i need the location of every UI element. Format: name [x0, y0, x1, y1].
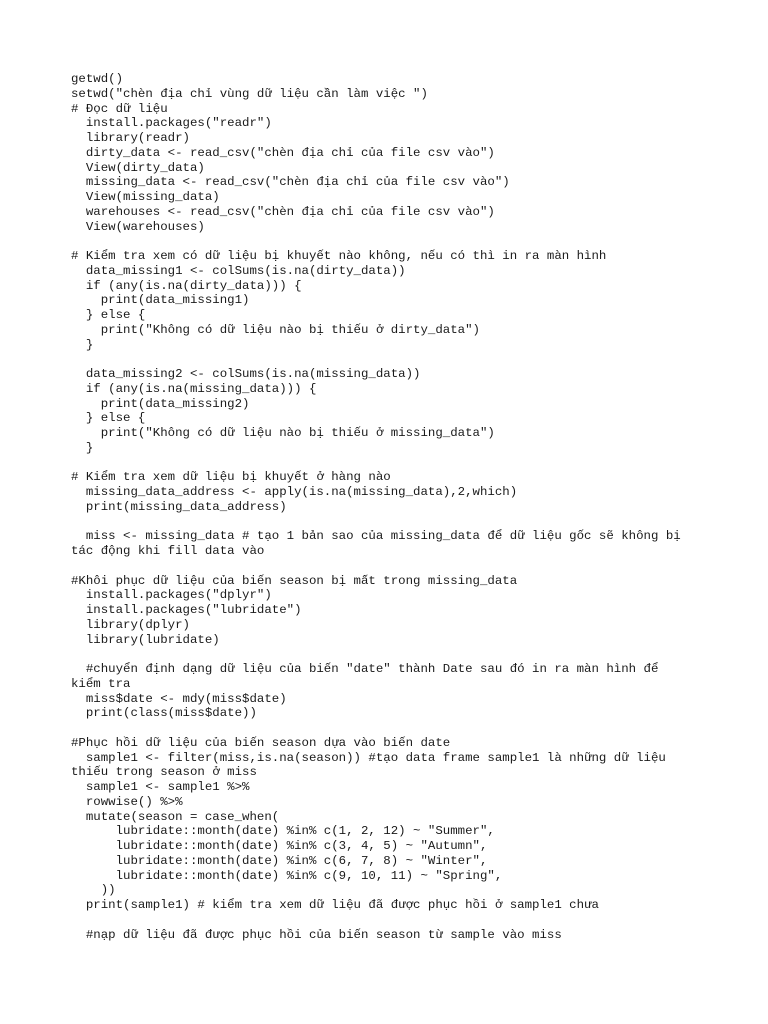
r-code-block [71, 72, 701, 942]
blank-line [71, 352, 701, 367]
code-line: library(lubridate) [71, 632, 220, 647]
code-line: } else { [71, 308, 146, 322]
comment-line: #Khôi phục dữ liệu của biến season bị mất trong missing_data [71, 573, 518, 588]
code-line: print(data_missing2) [71, 396, 250, 411]
code-line: missing_data <- read_csv("chèn địa chỉ của file csv vào") [71, 175, 510, 190]
code-line: miss <- missing_data # tạo 1 bản sao của missing_data để dữ liệu gốc sẽ không bị [71, 529, 681, 544]
code-line: print(class(miss$date)) [71, 706, 257, 721]
comment-line: #nạp dữ liệu đã được phục hồi của biến season từ sample vào miss [71, 927, 562, 942]
code-line: kiểm tra [71, 676, 131, 691]
code-line: thiếu trong season ở miss [71, 765, 257, 780]
code-line: sample1 <- filter(miss,is.na(season)) #tạo data frame sample1 là những dữ liệu [71, 750, 666, 765]
blank-line [71, 515, 701, 530]
code-line: install.packages("dplyr") [71, 588, 272, 603]
code-line: lubridate::month(date) %in% c(3, 4, 5) ~ "Autumn", [71, 839, 488, 853]
code-line: print(missing_data_address) [71, 499, 287, 514]
code-line: print("Không có dữ liệu nào bị thiếu ở missing_data") [71, 426, 495, 440]
blank-line [71, 456, 701, 471]
code-line: if (any(is.na(missing_data))) { [71, 381, 317, 396]
blank-line [71, 913, 701, 928]
code-line: } [71, 440, 94, 455]
comment-line: #chuyển định dạng dữ liệu của biến "date" thành Date sau đó in ra màn hình để [71, 662, 659, 676]
code-line: install.packages("lubridate") [71, 603, 302, 617]
code-line: View(missing_data) [71, 190, 220, 204]
comment-line: # Kiểm tra xem dữ liệu bị khuyết ở hàng nào [71, 470, 391, 485]
blank-line [71, 559, 701, 574]
blank-line [71, 721, 701, 736]
code-line: library(readr) [71, 131, 190, 145]
code-line: print(sample1) # kiểm tra xem dữ liệu đã được phục hồi ở sample1 chưa [71, 898, 599, 912]
code-line: View(warehouses) [71, 219, 205, 234]
code-line: sample1 <- sample1 %>% [71, 780, 250, 794]
code-line: print("Không có dữ liệu nào bị thiếu ở dirty_data") [71, 322, 480, 337]
blank-line [71, 234, 701, 249]
code-line: rowwise() %>% [71, 794, 183, 809]
blank-line [71, 647, 701, 662]
code-line: View(dirty_data) [71, 160, 205, 175]
code-line: lubridate::month(date) %in% c(1, 2, 12) ~ "Summer", [71, 824, 495, 839]
code-line: getwd() [71, 72, 124, 86]
code-line: mutate(season = case_when( [71, 809, 280, 824]
code-line: } [71, 337, 94, 352]
code-line: setwd("chèn địa chỉ vùng dữ liệu cần làm việc ") [71, 86, 428, 101]
code-line: lubridate::month(date) %in% c(6, 7, 8) ~ "Winter", [71, 853, 488, 868]
code-line: warehouses <- read_csv("chèn địa chỉ của file csv vào") [71, 204, 495, 219]
code-line: install.packages("readr") [71, 116, 272, 131]
code-line: } else { [71, 411, 146, 426]
code-line: if (any(is.na(dirty_data))) { [71, 278, 302, 293]
comment-line: #Phục hồi dữ liệu của biến season dựa vào biến date [71, 735, 451, 750]
code-line: )) [71, 883, 116, 898]
code-line: missing_data_address <- apply(is.na(missing_data),2,which) [71, 485, 518, 499]
code-line: data_missing2 <- colSums(is.na(missing_data)) [71, 367, 421, 381]
comment-line: # Đọc dữ liệu [71, 101, 168, 116]
code-line: data_missing1 <- colSums(is.na(dirty_data)) [71, 263, 406, 278]
comment-line: # Kiểm tra xem có dữ liệu bị khuyết nào không, nếu có thì in ra màn hình [71, 249, 607, 263]
code-line: dirty_data <- read_csv("chèn địa chỉ của file csv vào") [71, 145, 495, 160]
code-line: tác động khi fill data vào [71, 544, 265, 558]
code-line: print(data_missing1) [71, 293, 250, 308]
code-line: lubridate::month(date) %in% c(9, 10, 11) ~ "Spring", [71, 868, 503, 883]
code-line: library(dplyr) [71, 617, 190, 632]
code-line: miss$date <- mdy(miss$date) [71, 691, 287, 706]
